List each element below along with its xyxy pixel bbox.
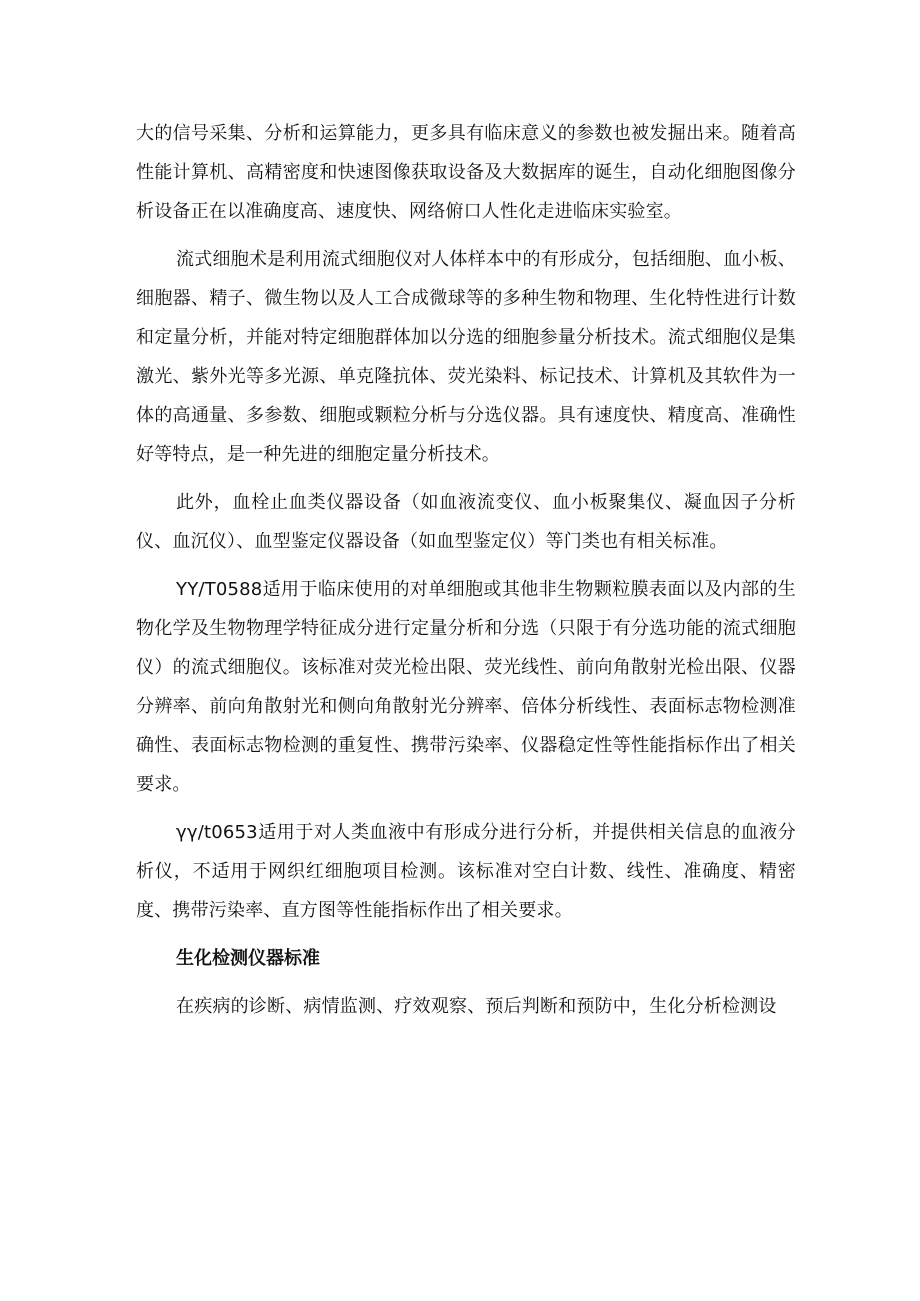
section-heading: 生化检测仪器标准 bbox=[176, 948, 320, 969]
document-body bbox=[136, 114, 796, 1026]
paragraph-flow-cytometry: 流式细胞术是利用流式细胞仪对人体样本中的有形成分，包括细胞、血小板、细胞器、精子、微生物以及人工合成微球等的多种生物和物理、生化特性进行计数和定量分析，并能对特定细胞群体加以分选的细胞参量分析技术。流式细胞仪是集激光、紫外光等多光源、单克隆抗体、荧光染料、标记技术、计算机及其软件为一体的高通量、多参数、细胞或颗粒分析与分选仪器。具有速度快、精度高、准确性好等特点，是一种先进的细胞定量分析技术。 bbox=[136, 249, 796, 465]
paragraph-biochem-intro: 在疾病的诊断、病情监测、疗效观察、预后判断和预防中，生化分析检测设 bbox=[176, 996, 777, 1017]
paragraph-thrombosis-blood-typing: 此外，血栓止血类仪器设备（如血液流变仪、血小板聚集仪、凝血因子分析仪、血沉仪）、血型鉴定仪器设备（如血型鉴定仪）等门类也有相关标准。 bbox=[136, 492, 796, 552]
paragraph-yy-t0653: γγ/t0653适用于对人类血液中有形成分进行分析，并提供相关信息的血液分析仪，不适用于网织红细胞项目检测。该标准对空白计数、线性、准确度、精密度、携带污染率、直方图等性能指标作出了相关要求。 bbox=[136, 822, 796, 921]
paragraph-image-analysis: 大的信号采集、分析和运算能力，更多具有临床意义的参数也被发掘出来。随着高性能计算机、高精密度和快速图像获取设备及大数据库的诞生，自动化细胞图像分析设备正在以准确度高、速度快、网络俯口人性化走进临床实验室。 bbox=[136, 123, 796, 222]
paragraph-yy-t0588: YY/T0588适用于临床使用的对单细胞或其他非生物颗粒膜表面以及内部的生物化学及生物物理学特征成分进行定量分析和分选（只限于有分选功能的流式细胞仪）的流式细胞仪。该标准对荧光检出限、荧光线性、前向角散射光检出限、仪器分辨率、前向角散射光和侧向角散射光分辨率、倍体分析线性、表面标志物检测准确性、表面标志物检测的重复性、携带污染率、仪器稳定性等性能指标作出了相关要求。 bbox=[136, 579, 796, 795]
